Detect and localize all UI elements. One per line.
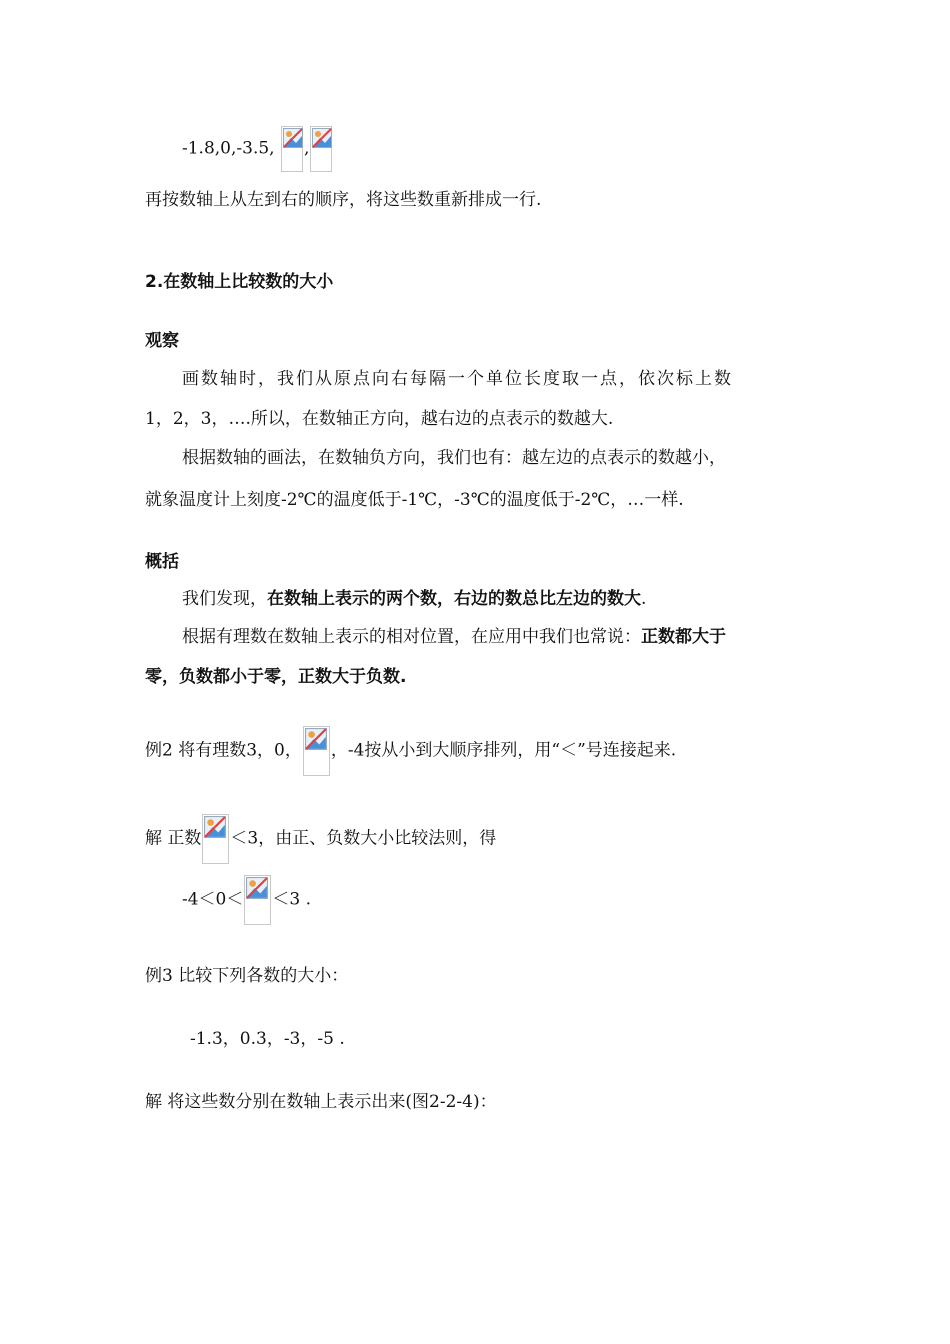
solution-2-chain [182,875,311,925]
solution-2 [145,814,496,864]
chain-prefix: -4＜0＜ [182,889,244,910]
summary-p2-bold-1: 正数都大于 [641,627,726,647]
observe-paragraph-2-line-2: 就象温度计上刻度-2℃的温度低于-1℃，-3℃的温度低于-2℃，…一样. [145,490,684,510]
solution-2-prefix: 解 正数 [145,828,202,849]
solution-3: 解 将这些数分别在数轴上表示出来(图2-2-4)： [145,1092,497,1112]
example-3-title: 例3 比较下列各数的大小： [145,966,349,986]
summary-title: 概括 [145,552,179,572]
summary-paragraph-2-line-2 [145,666,406,688]
observe-paragraph-2-line-1: 根据数轴的画法，在数轴负方向，我们也有：越左边的点表示的数越小， [182,448,726,468]
observe-paragraph-1-line-2: 1，2，3，….所以，在数轴正方向，越右边的点表示的数越大. [145,409,614,429]
separator-comma: , [304,138,310,159]
example-3-values: -1.3，0.3，-3，-5 . [190,1029,345,1049]
example-2-prefix: 例2 将有理数3，0， [145,740,302,761]
broken-image-icon [202,814,229,864]
summary-p1-suffix: . [641,589,647,609]
summary-p2-suffix: . [400,667,407,687]
broken-image-icon [281,126,303,172]
observe-title: 观察 [145,331,179,351]
summary-p2-prefix: 根据有理数在数轴上表示的相对位置，在应用中我们也常说： [182,627,641,647]
instruction-text: 再按数轴上从左到右的顺序，将这些数重新排成一行. [145,190,542,210]
observe-paragraph-1-line-1: 画数轴时，我们从原点向右每隔一个单位长度取一点，依次标上数 [182,369,733,389]
solution-2-suffix: ＜3，由正、负数大小比较法则，得 [230,828,497,849]
number-list-text: -1.8,0,-3.5, [182,138,275,159]
example-2 [145,726,676,776]
summary-paragraph-1 [182,588,646,610]
broken-image-icon [310,126,332,172]
broken-image-icon [244,875,271,925]
chain-suffix: ＜3 . [272,889,312,910]
summary-p1-bold: 在数轴上表示的两个数，右边的数总比左边的数大 [267,589,641,609]
broken-image-icon [303,726,330,776]
summary-paragraph-2-line-1 [182,626,726,648]
section-heading: 2.在数轴上比较数的大小 [145,272,334,292]
example-2-suffix: ，-4按从小到大顺序排列，用“＜”号连接起来. [330,740,677,761]
summary-p2-bold-2: 零，负数都小于零，正数大于负数 [145,667,400,687]
number-list-line [182,126,333,172]
summary-p1-prefix: 我们发现， [182,589,267,609]
